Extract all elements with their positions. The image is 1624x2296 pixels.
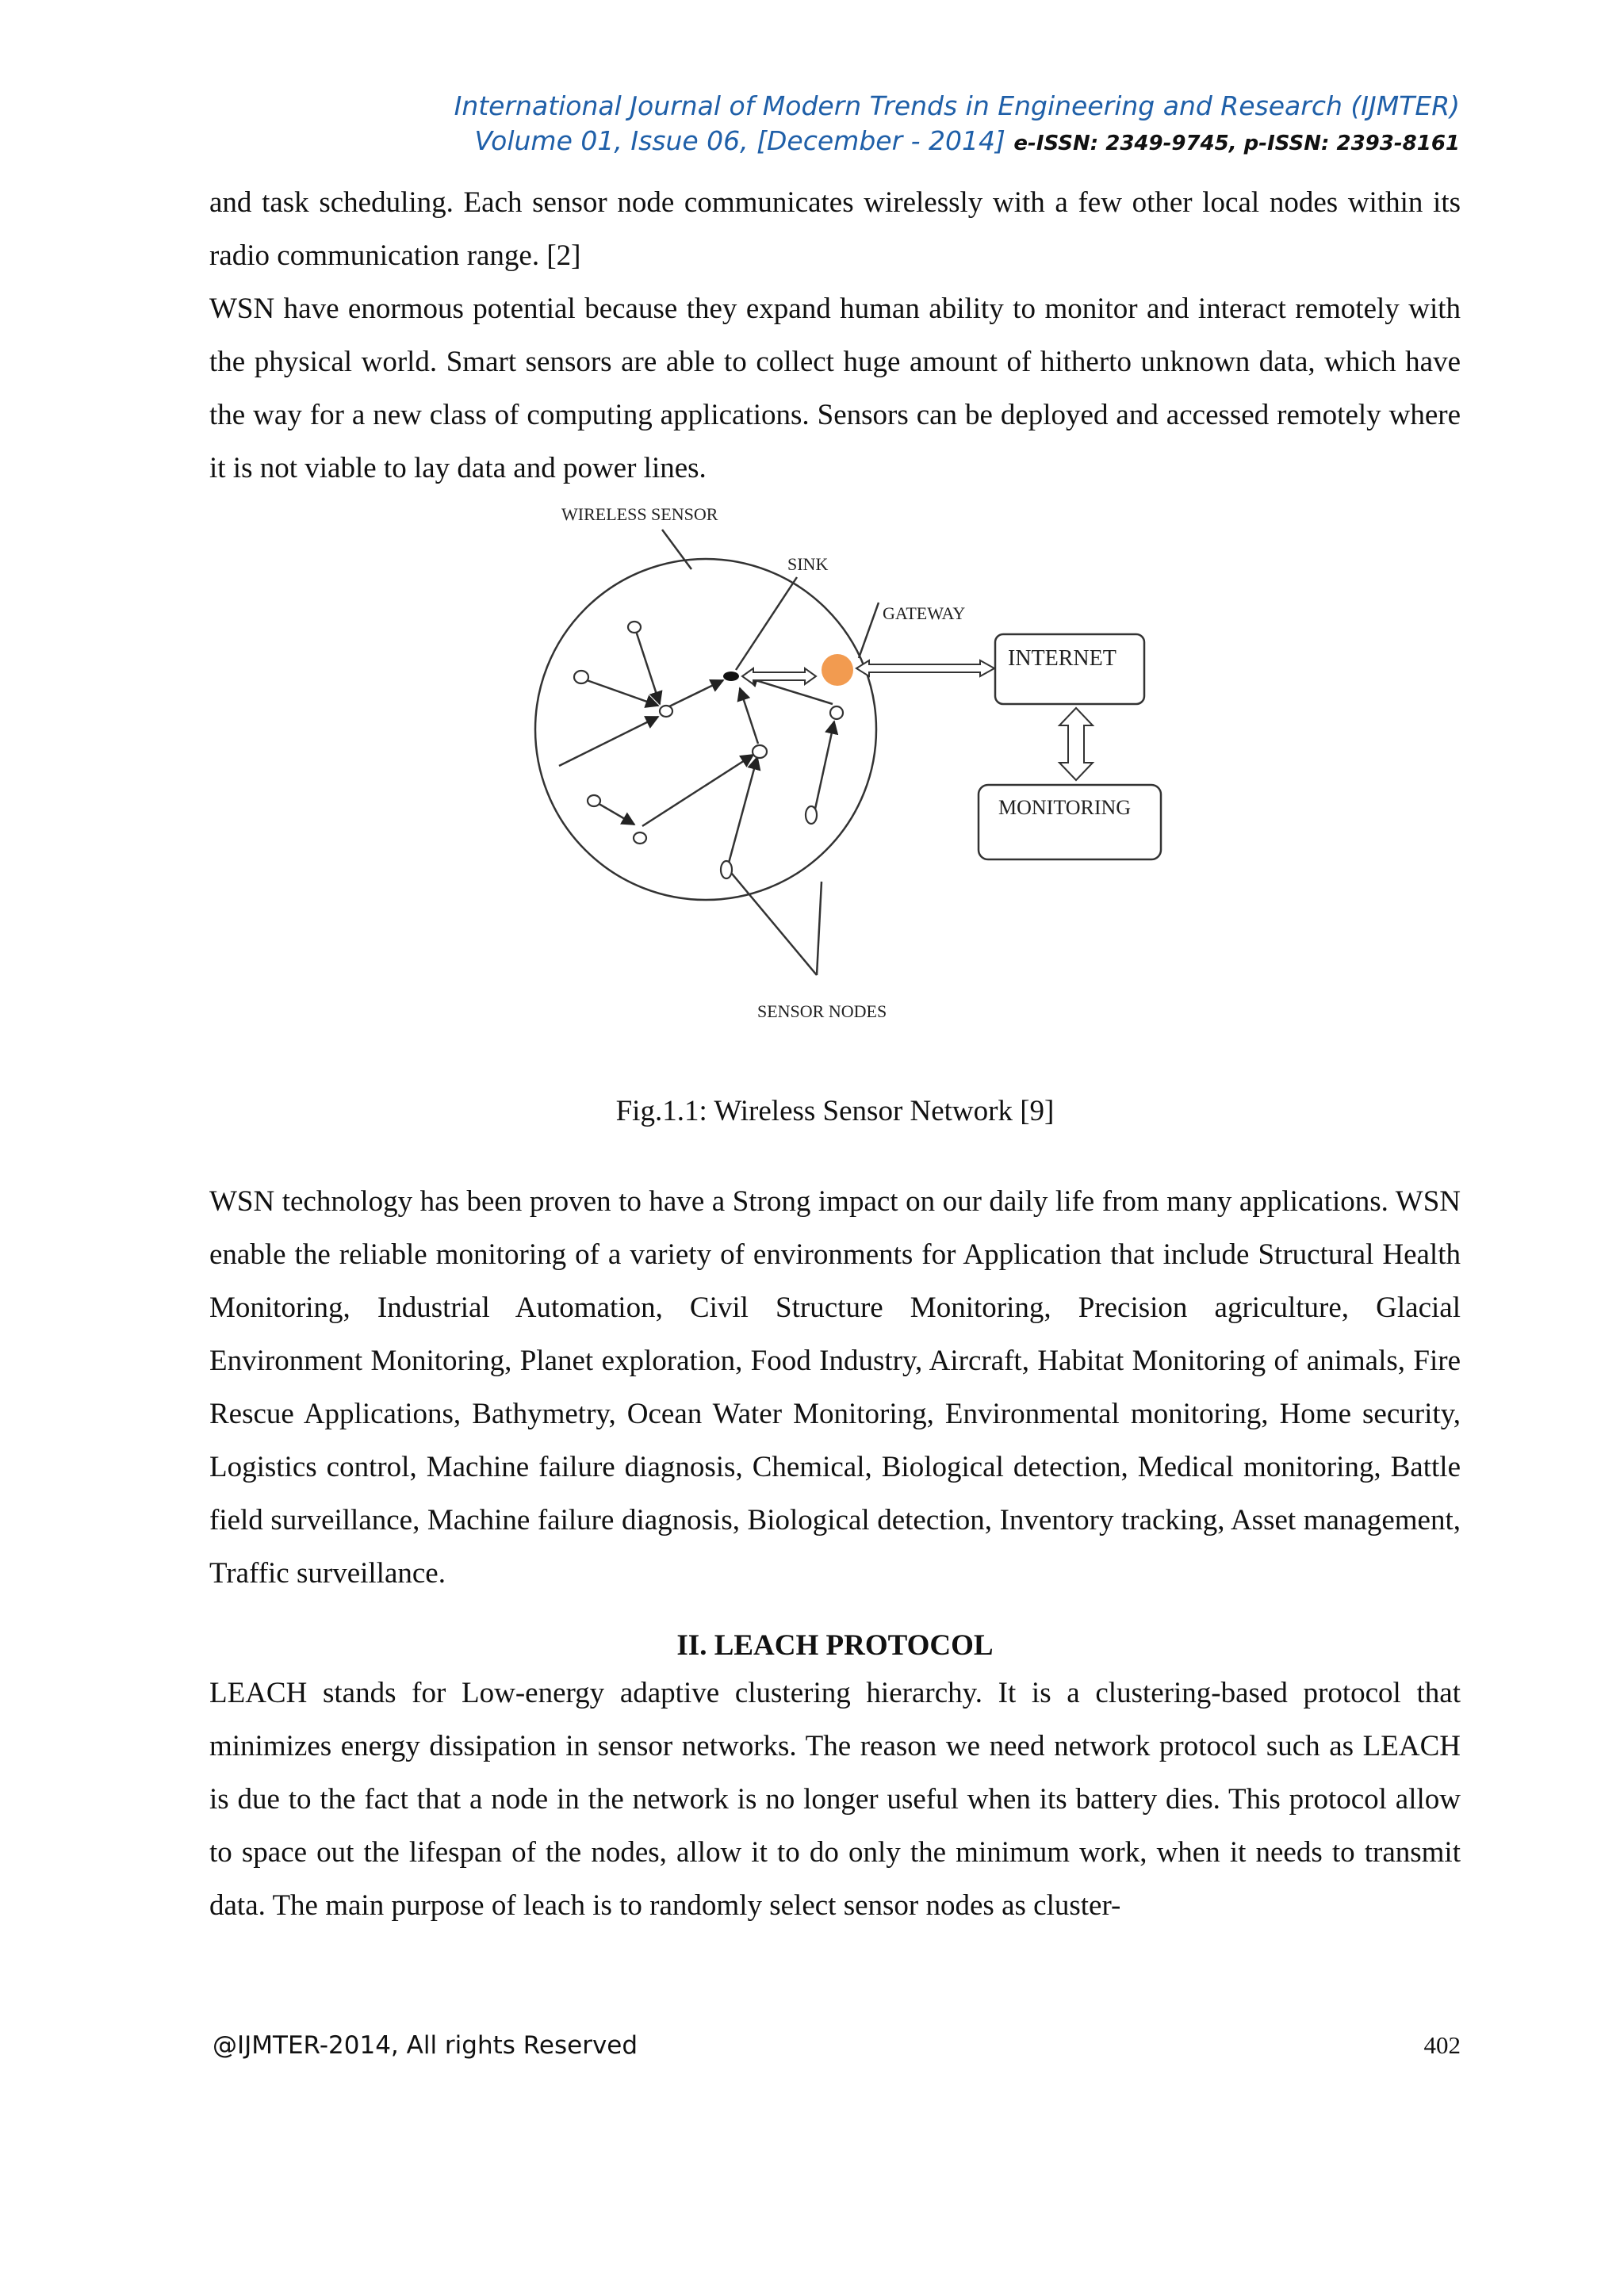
footer-copyright: @IJMTER-2014, All rights Reserved: [213, 2031, 638, 2060]
figure-caption: Fig.1.1: Wireless Sensor Network [9]: [615, 1095, 1055, 1127]
sensor-nodes-leader-a: [728, 869, 817, 975]
label-sink: SINK: [787, 554, 829, 574]
sink-gateway-link: [742, 668, 816, 684]
sink-leader: [736, 577, 797, 670]
sensor-node: [753, 745, 767, 758]
node-link: [813, 721, 834, 820]
sensor-node: [588, 795, 600, 806]
node-link: [636, 631, 660, 704]
label-wireless-sensor: WIRELESS SENSOR: [561, 504, 718, 524]
node-link: [740, 688, 758, 744]
sensor-node: [806, 806, 817, 824]
sensor-field-circle: [535, 559, 876, 900]
paragraph-wsn-potential: WSN have enormous potential because they expand human ability to monitor and interact remotely with the physical world. Smart sensors are able to collect huge amount of hitherto unknown data, which have the way for a new class of computing applications. Sensors can be deployed and accessed remotely where it is not viable to lay data and power lines.: [209, 293, 1461, 484]
journal-volume-line: [350, 124, 1460, 161]
section-heading-leach: II. LEACH PROTOCOL: [676, 1629, 994, 1662]
node-link: [668, 680, 723, 707]
paragraph-leach-intro: LEACH stands for Low-energy adaptive clustering hierarchy. It is a clustering-based protocol that minimizes energy dissipation in sensor networks. The reason we need network protocol such as LEACH is due to the fact that a node in the network is no longer useful when its battery dies. This protocol allow to space out the lifespan of the nodes, allow it to do only the minimum work, when it needs to transmit data. The main purpose of leach is to randomly select sensor nodes as cluster-: [209, 1677, 1461, 1922]
journal-issn: e-ISSN: 2349-9745, p-ISSN: 2393-8161: [1013, 132, 1460, 155]
journal-title: International Journal of Modern Trends in Engineering and Research (IJMTER): [454, 90, 1460, 121]
gateway-node: [822, 654, 853, 686]
internet-monitoring-link: [1059, 708, 1093, 780]
wsn-figure: [444, 492, 1189, 1039]
sensor-node: [721, 861, 732, 878]
footer-page-number: 402: [1423, 2031, 1461, 2059]
sensor-node: [830, 706, 843, 719]
sensor-nodes-leader-b: [817, 882, 822, 975]
sensor-node: [660, 706, 672, 717]
gateway-leader: [859, 603, 879, 658]
label-internet: INTERNET: [1008, 646, 1116, 671]
label-gateway: GATEWAY: [883, 603, 966, 623]
label-monitoring: MONITORING: [998, 796, 1132, 819]
node-link: [559, 717, 658, 766]
sensor-node: [574, 671, 588, 683]
paragraph-intro-continuation: and task scheduling. Each sensor node communicates wirelessly with a few other local nodes within its radio communication range. [2]: [209, 186, 1461, 272]
paragraph-wsn-applications: WSN technology has been proven to have a Strong impact on our daily life from many applications. WSN enable the reliable monitoring of a variety of environments for Application that include Structural Health Monitoring, Industrial Automation, Civil Structure Monitoring, Precision agriculture, Glacial Environment Monitoring, Planet exploration, Food Industry, Aircraft, Habitat Monitoring of animals, Fire Rescue Applications, Bathymetry, Ocean Water Monitoring, Environmental monitoring, Home security, Logistics control, Machine failure diagnosis, Chemical, Biological detection, Medical monitoring, Battle field surveillance, Machine failure diagnosis, Biological detection, Inventory tracking, Asset management, Traffic surveillance.: [209, 1185, 1461, 1590]
sensor-node: [628, 622, 641, 633]
label-sensor-nodes: SENSOR NODES: [757, 1001, 887, 1021]
node-link: [587, 680, 658, 706]
sensor-node: [634, 832, 646, 844]
journal-header: [350, 89, 1460, 161]
node-link: [596, 802, 634, 825]
gateway-internet-link: [856, 660, 994, 676]
node-link: [642, 755, 753, 826]
journal-volume: Volume 01, Issue 06, [December - 2014]: [474, 125, 1005, 156]
sink-node: [723, 672, 739, 681]
node-link: [745, 677, 833, 704]
node-link: [728, 757, 757, 866]
